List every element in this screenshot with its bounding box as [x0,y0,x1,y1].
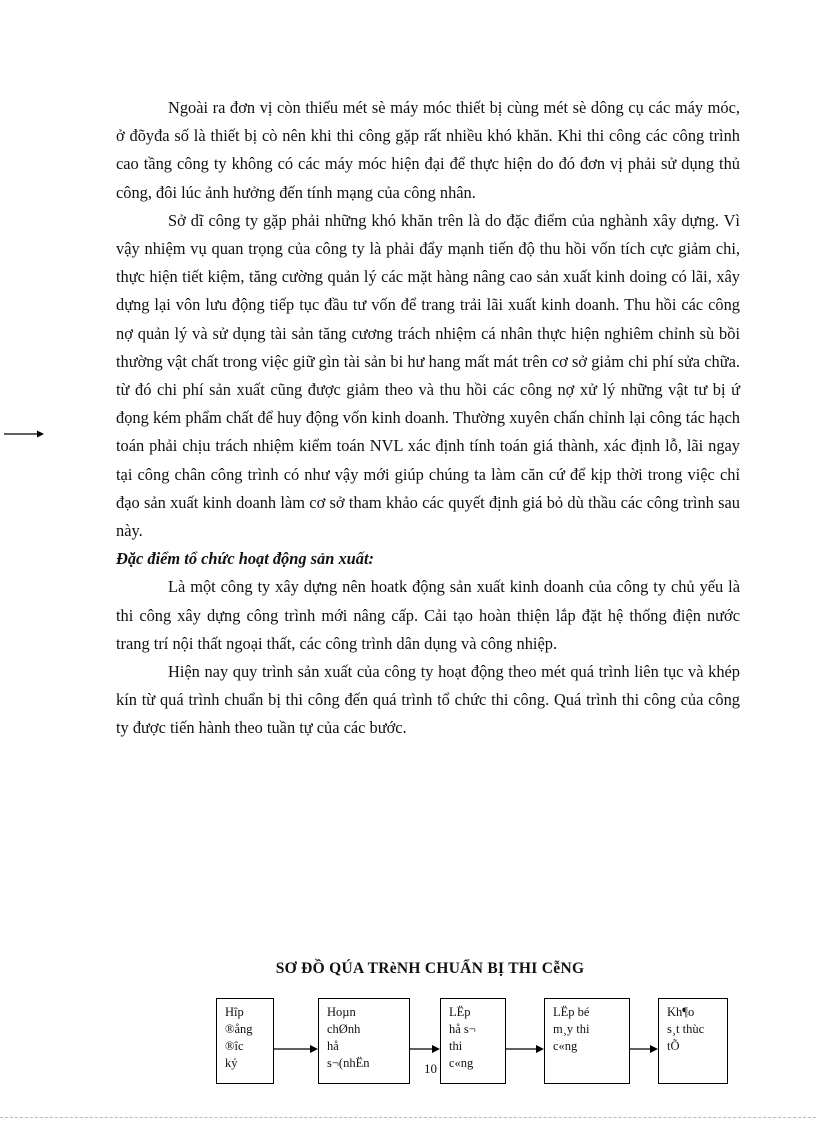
diagram-box-line: Kh¶o [667,1005,695,1019]
diagram-box-line: c«ng [449,1056,474,1070]
diagram-box-line: hå [327,1039,339,1053]
margin-arrow-icon [4,428,44,440]
diagram-box-line: c«ng [553,1039,578,1053]
diagram-box-line: LËp bé [553,1005,590,1019]
diagram-title: SƠ ĐỒ QÚA TRèNH CHUẨN BỊ THI CễNG [275,960,585,977]
section-heading: Đặc điểm tổ chức hoạt động sản xuất: [116,549,374,569]
diagram-box-line: ®îc [225,1039,244,1053]
diagram-box-line: thi [449,1039,463,1053]
diagram-box-line: m¸y thi [553,1022,590,1036]
diagram-box-set-up-construction-team [544,998,630,1084]
diagram-box-line: chØnh [327,1022,361,1036]
diagram-box-line: LËp [449,1005,471,1019]
diagram-box-contract-signed [216,998,274,1084]
diagram-box-complete-dossier [318,998,410,1084]
page-number: 10 [424,1061,437,1076]
diagram-box-prepare-construction-dossier [440,998,506,1084]
diagram-box-line: Hîp [225,1005,244,1019]
paragraph: Là một công ty xây dựng nên hoatk động sản xuất kinh doanh của công ty chủ yếu là thi công xây dựng công trình mới nâng cấp. Cải tạo hoàn thiện lắp đặt hệ thống điện nước trang trí nội thất ngoại thất, các công trình dân dụng và công nhiệp. [116,577,740,653]
diagram-box-line: s¸t thùc [667,1022,705,1036]
diagram-box-line: Hoµn [327,1005,356,1019]
diagram-box-line: tÕ [667,1039,680,1053]
paragraph: Ngoài ra đơn vị còn thiếu mét sè máy móc thiết bị cùng mét sè dông cụ các máy móc, ở đõyđa số là thiết bị cò nên khi thi công gặp rất nhiều khó khăn. Khi thi công các công trình cao tầng công ty không có các máy móc hiện đại để thực hiện do đó đơn vị phải sử dụng thủ công, đôi lúc ảnh hưởng đến tính mạng của công nhân. [116,98,740,202]
diagram-box-line: s¬(nhËn [327,1056,370,1070]
body-text [116,94,740,743]
diagram-box-site-survey [658,998,728,1084]
diagram-box-line: ký [225,1056,238,1070]
paragraph: Hiện nay quy trình sản xuất của công ty hoạt động theo mét quá trình liên tục và khép kín từ quá trình chuẩn bị thi công đến quá trình tổ chức thi công. Quá trình thi công của công ty được tiến hành theo tuần tự của các bước. [116,662,740,738]
paragraph: Sở dĩ công ty gặp phải những khó khăn trên là do đặc điểm của nghành xây dựng. Vì vậy nhiệm vụ quan trọng của công ty là phải đẩy mạnh tiến độ thu hồi vốn tích cực giảm chi, thực hiện tiết kiệm, tăng cường quản lý các mặt hàng nâng cao sản xuất kinh doing có lãi, xây dựng lại vôn lưu động tiếp tục đầu tư vốn để trang trải lãi xuất kinh doanh. Thu hồi các công nợ quản lý và sử dụng tài sản tăng cương trách nhiệm cá nhân thực hiện nghiêm chỉnh sù bồi thường vật chất trong việc giữ gìn tài sản bi hư hang mất mát trên cơ sở giảm chi phí sửa chữa. từ đó chi phí sản xuất cũng được giảm theo và thu hồi các công nợ xử lý những vật tư bị ứ đọng kém phẩm chất để huy động vốn kinh doanh. Thường xuyên chấn chỉnh lại công tác hạch toán phải chịu trách nhiệm kiểm toán NVL xác định tính toán giá thành, xác định lỗ, lãi ngay tại công chân công trình có như vậy mới giúp chúng ta làm căn cứ để kịp thời trong việc chỉ đạo sản xuất kinh doanh làm cơ sở tham khảo các quyết định giá bỏ dù thầu các công trình sau này. [116,210,740,541]
page-edge-divider [0,1117,816,1118]
diagram-box-line: ®ång [225,1022,253,1036]
diagram-box-line: hå s¬ [449,1022,476,1036]
